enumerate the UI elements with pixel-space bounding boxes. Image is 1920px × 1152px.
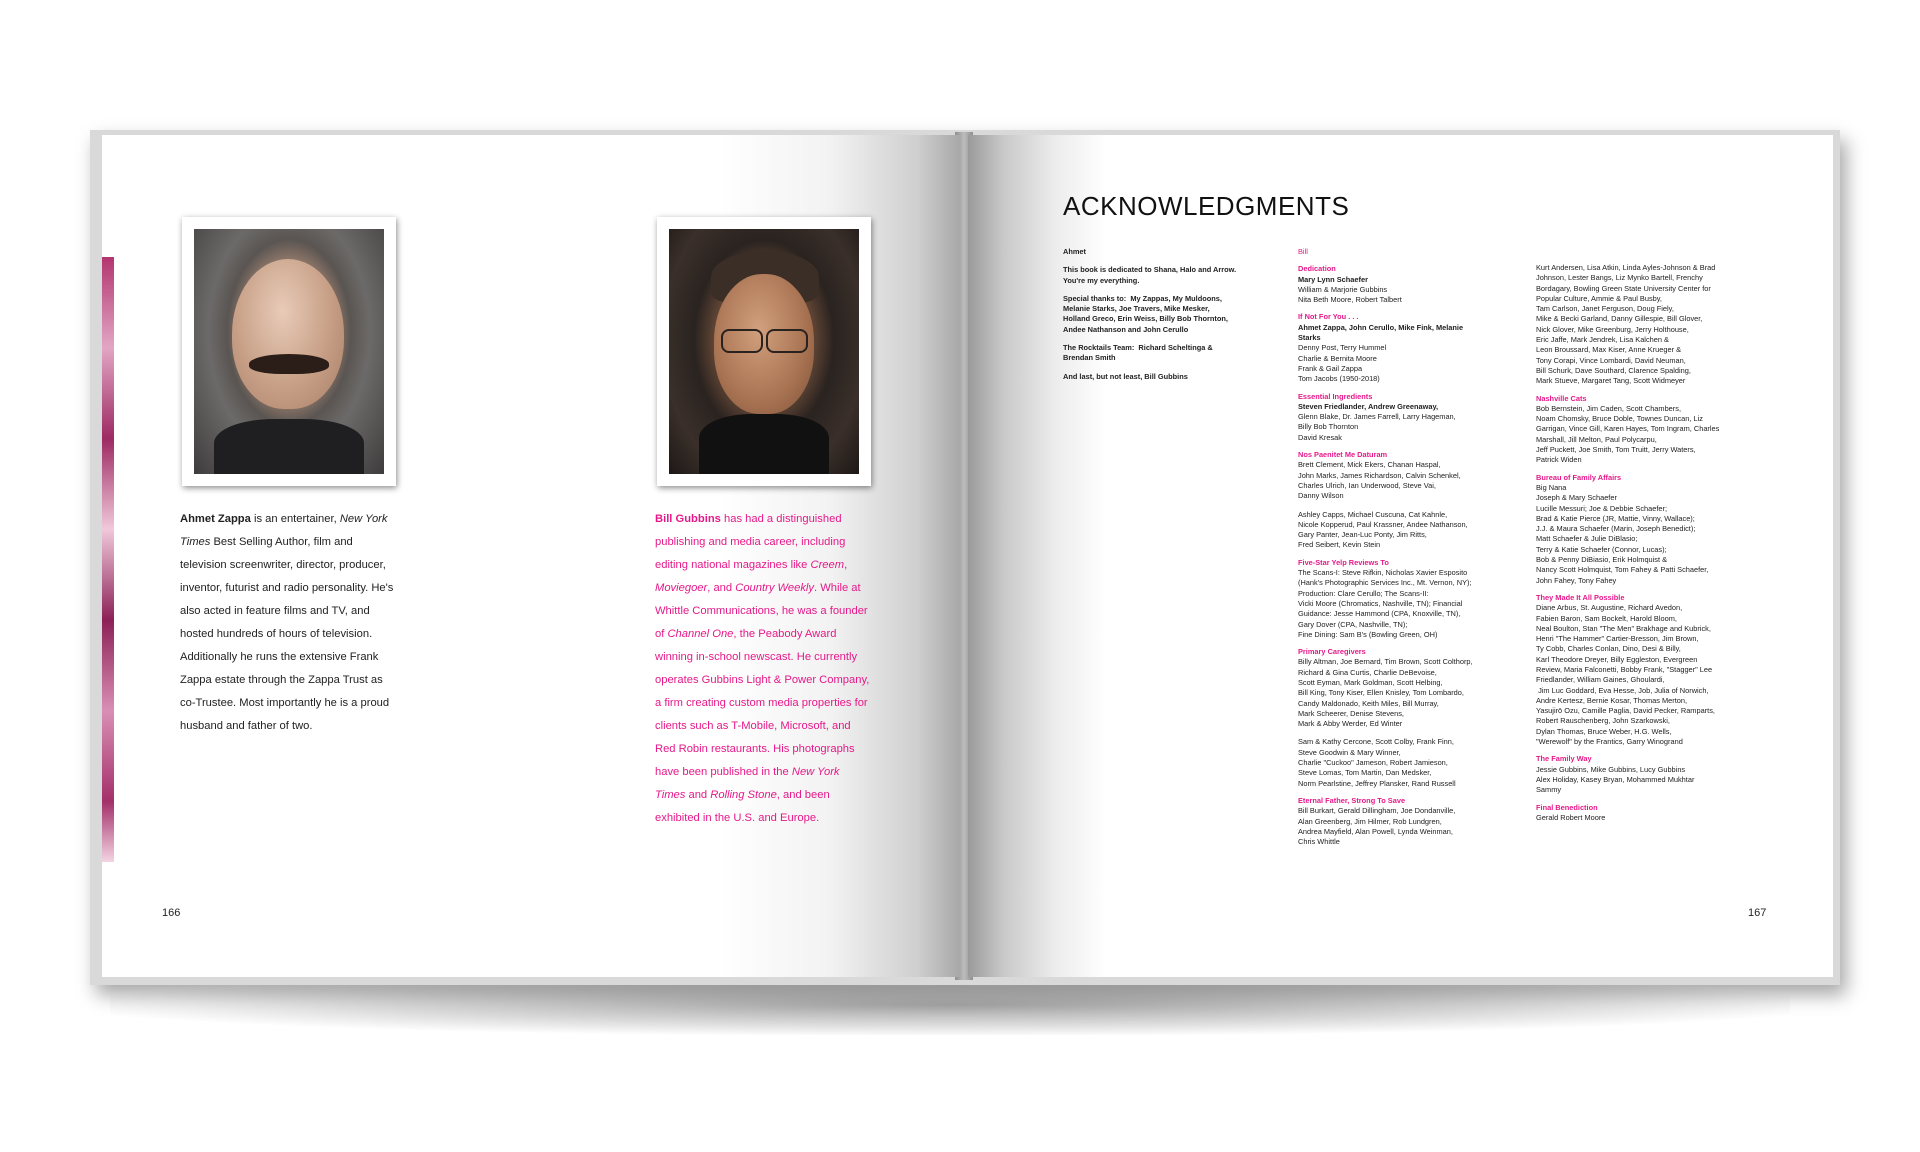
ack-line: Special thanks to: My Zappas, My Muldoons, [1063,293,1222,303]
ack-line: The Scans-I: Steve Rifkin, Nicholas Xavier Esposito [1298,568,1468,578]
bio-italic-text: Moviegoer [655,582,708,594]
line-spacer [1298,502,1523,510]
section-heading: Nashville Cats [1536,393,1587,403]
ack-line: Andee Nathanson and John Cerullo [1063,324,1189,334]
ack-line: The Rocktails Team: Richard Scheltinga & [1063,343,1213,353]
ack-line: Billy Bob Thornton [1298,422,1359,432]
ack-line: Steve Goodwin & Mary Winner, [1298,747,1401,757]
line-spacer [1063,257,1273,265]
ack-line: John Marks, James Richardson, Calvin Schenkel, [1298,470,1461,480]
ack-line: Steve Lomas, Tom Martin, Dan Medsker, [1298,768,1432,778]
ack-line: Ahmet [1063,247,1086,256]
section-heading: Dedication [1298,264,1336,274]
ack-line: Henri "The Hammer" Cartier-Bresson, Jim Brown, [1536,634,1699,644]
ack-line: Patrick Widen [1536,455,1582,465]
bio-italic-text: New York Times [655,766,840,801]
ahmet-photo-frame [182,217,396,486]
bio-text: , and [707,582,736,594]
ack-line: Nita Beth Moore, Robert Talbert [1298,295,1402,305]
ack-line: Terry & Katie Schaefer (Connor, Lucas); [1536,544,1667,554]
ack-line: You're my everything. [1063,275,1140,285]
ack-line: Kurt Andersen, Lisa Atkin, Linda Ayles-Johnson & Brad [1536,263,1716,272]
ack-line: Charlie "Cuckoo" Jameson, Robert Jamieson, [1298,758,1448,768]
ack-line: William & Marjorie Gubbins [1298,284,1388,294]
section-heading: They Made It All Possible [1536,592,1625,602]
section-heading: Five-Star Yelp Reviews To [1298,557,1389,567]
bio-text: . While at Whittle Communications, he was a founder of [655,582,868,640]
bio-text: is an entertainer, [250,513,340,525]
ack-line: Tom Jacobs (1950-2018) [1298,374,1380,384]
ack-line: Fred Seibert, Kevin Stein [1298,540,1381,550]
ack-line: Glenn Blake, Dr. James Farrell, Larry Hageman, [1298,412,1456,422]
ack-line: Diane Arbus, St. Augustine, Richard Avedon, [1536,603,1683,613]
ack-line: Ahmet Zappa, John Cerullo, Mike Fink, Melanie [1298,322,1464,332]
ack-line: Bob Bernstein, Jim Caden, Scott Chambers, [1536,403,1682,413]
ack-line: Joseph & Mary Schaefer [1536,493,1617,503]
ack-line: Charlie & Bernita Moore [1298,353,1377,363]
bill-bio [655,508,870,830]
ack-line: Mary Lynn Schaefer [1298,274,1368,284]
line-spacer [1063,364,1273,372]
bill-photo-frame [657,217,871,486]
ack-line: Mark & Abby Werder, Ed Winter [1298,719,1403,729]
ack-line: Dylan Thomas, Bruce Weber, H.G. Wells, [1536,726,1672,736]
bleed-image-strip [102,257,114,862]
ack-line: Gerald Robert Moore [1536,812,1606,822]
ahmet-name: Ahmet Zappa [180,513,251,525]
ack-line: Johnson, Lester Bangs, Liz Mynko Bartell, Frenchy [1536,273,1703,283]
ack-line: Norm Pearlstine, Jeffrey Plansker, Rand Russell [1298,778,1456,788]
page-number-left: 166 [162,907,181,919]
ack-line: Gary Panter, Jean-Luc Ponty, Jim Ritts, [1298,530,1427,540]
ack-line: Richard & Gina Curtis, Charlie DeBevoise, [1298,667,1437,677]
ack-column-bill-2 [1536,263,1771,823]
ack-line: Karl Theodore Dreyer, Billy Eggleston, Evergreen [1536,654,1698,664]
line-spacer [1298,729,1523,737]
ack-line: Jim Luc Goddard, Eva Hesse, Job, Julia of Norwich, [1536,685,1709,695]
ahmet-portrait-photo [194,229,384,474]
section-heading: Eternal Father, Strong To Save [1298,795,1406,805]
ack-line: And last, but not least, Bill Gubbins [1063,371,1188,381]
line-spacer [1063,286,1273,294]
page-number-right: 167 [1748,907,1767,919]
ack-line: Andrea Mayfield, Alan Powell, Lynda Weinman, [1298,826,1453,836]
bio-text: , and been exhibited in the U.S. and Europe. [655,789,830,824]
ack-line: Friedlander, William Gaines, Ghoulardi, [1536,675,1665,685]
ack-line: Melanie Starks, Joe Travers, Mike Mesker, [1063,304,1210,314]
ack-line: "Werewolf" by the Frantics, Garry Winogrand [1536,737,1683,747]
ack-line: Sammy [1536,785,1562,795]
ack-line: Starks [1298,333,1321,343]
section-heading: Primary Caregivers [1298,647,1366,657]
ack-line: Mark Scheerer, Denise Stevens, [1298,708,1404,718]
ack-line: Frank & Gail Zappa [1298,363,1363,373]
bio-text: , the Peabody Award winning in-school newscast. He currently operates Gubbins Light & Power Company, a firm creating custom media properties for clients such as T-Mobile, Microsoft, and Red Robin restaurants. His photographs have been published in the [655,628,870,778]
left-page [102,135,960,977]
ack-line: Mike & Becki Garland, Danny Gillespie, Bill Glover, [1536,314,1703,324]
ack-line: Ty Cobb, Charles Conlan, Dino, Desi & Billy, [1536,644,1681,654]
ack-line: Denny Post, Terry Hummel [1298,343,1387,353]
ack-line: Fabien Baron, Sam Bockelt, Harold Bloom, [1536,613,1677,623]
ack-line: Nicole Kopperud, Paul Krassner, Andee Nathanson, [1298,519,1468,529]
ack-line: Bordagary, Bowling Green State University Center for [1536,283,1711,293]
ack-line: This book is dedicated to Shana, Halo and Arrow. [1063,265,1237,275]
ack-line: Marshall, Jill Melton, Paul Polycarpu, [1536,434,1657,444]
section-heading: Essential Ingredients [1298,391,1373,401]
bio-italic-text: Creem [810,559,845,571]
ack-line: David Kresak [1298,432,1342,442]
ack-line: Steven Friedlander, Andrew Greenaway, [1298,401,1439,411]
ack-line: Candy Maldonado, Keith Miles, Bill Murray, [1298,698,1439,708]
ack-line: J.J. & Maura Schaefer (Marin, Joseph Benedict); [1536,524,1696,534]
ack-line: Big Nana [1536,482,1567,492]
ack-line: Eric Jaffe, Mark Jendrek, Lisa Kalchen & [1536,335,1669,345]
ack-column-bill-1 [1298,247,1523,847]
bio-italic-text: Country Weekly [735,582,814,594]
section-heading: The Family Way [1536,754,1592,764]
ack-line: Bob & Penny DiBiasio, Erik Holmquist & [1536,555,1668,565]
ack-line: Ashley Capps, Michael Cuscuna, Cat Kahnle, [1298,509,1448,519]
ack-line: Sam & Kathy Cercone, Scott Colby, Frank Finn, [1298,737,1454,747]
ack-line: Brett Clement, Mick Ekers, Chanan Haspal, [1298,460,1441,470]
ack-line: Tam Carlson, Janet Ferguson, Doug Fiely, [1536,304,1674,314]
ack-line: Nancy Scott Holmquist, Tom Fahey & Patti Schaefer, [1536,565,1709,575]
ack-line: John Fahey, Tony Fahey [1536,575,1617,585]
bill-name: Bill Gubbins [655,513,721,525]
bio-italic-text: New York Times [180,513,388,548]
bio-text: has had a distinguished publishing and media career, including editing national magazines like [655,513,846,571]
ack-line: Billy Altman, Joe Bernard, Tim Brown, Scott Colthorp, [1298,657,1473,667]
bio-italic-text: Channel One [667,628,734,640]
ack-line: Noam Chomsky, Bruce Doble, Townes Duncan, Liz [1536,414,1703,424]
ahmet-bio [180,508,395,738]
ack-line: Leon Broussard, Max Kiser, Anne Krueger & [1536,345,1682,355]
ack-line: Bill [1298,247,1308,256]
ack-line: Robert Rauschenberg, John Szarkowski, [1536,716,1670,726]
bio-text: and [685,789,711,801]
right-page [968,135,1833,977]
ack-line: Alan Greenberg, Jim Hilmer, Rob Lundgren, [1298,816,1442,826]
bio-text: , [844,559,848,571]
ack-line: Guidance: Jesse Hammond (CPA, Knoxville, TN), [1298,609,1461,619]
ack-line: Jessie Gubbins, Mike Gubbins, Lucy Gubbins [1536,764,1686,774]
ack-line: Yasujirō Ozu, Camille Paglia, David Pecker, Ramparts, [1536,706,1715,716]
section-heading: Bureau of Family Affairs [1536,472,1622,482]
section-heading: If Not For You . . . [1298,312,1359,322]
ack-line: Mark Stueve, Margaret Tang, Scott Widmeyer [1536,376,1686,386]
ack-line: Review, Maria Falconetti, Bobby Frank, "Stagger" Lee [1536,664,1713,674]
bio-italic-text: Rolling Stone [710,789,777,801]
ack-line: Brendan Smith [1063,353,1116,363]
ack-column-ahmet [1063,247,1273,382]
ack-line: Vicki Moore (Chromatics, Nashville, TN); Financial [1298,598,1463,608]
line-spacer [1063,335,1273,343]
ack-line: Lucille Messuri; Joe & Debbie Schaefer; [1536,503,1668,513]
ack-line: Matt Schaefer & Julie DiBlasio; [1536,534,1638,544]
ack-line: Bill Schurk, Dave Southard, Clarence Spalding, [1536,365,1691,375]
ack-line: Andre Kertesz, Bernie Kosar, Thomas Merton, [1536,695,1688,705]
ack-line: Tony Corapi, Vince Lombardi, David Neuman, [1536,355,1686,365]
section-heading: Final Benediction [1536,802,1598,812]
ack-line: Bill King, Tony Kiser, Ellen Knisley, Tom Lombardo, [1298,688,1464,698]
ack-line: Scott Eyman, Mark Goldman, Scott Helbing, [1298,677,1443,687]
ack-line: Holland Greco, Erin Weiss, Billy Bob Thornton, [1063,314,1228,324]
section-heading: Nos Paenitet Me Daturam [1298,450,1388,460]
ack-line: Jeff Puckett, Joe Smith, Tom Truitt, Jerry Waters, [1536,445,1696,455]
ack-line: Neal Boulton, Stan "The Men" Brakhage and Kubrick, [1536,623,1711,633]
ack-line: Nick Glover, Mike Greenburg, Jerry Holthouse, [1536,324,1689,334]
bio-text: Best Selling Author, film and television screenwriter, director, producer, inventor, futurist and radio personality. He's also acted in feature films and TV, and hosted hundreds of hours of television. Additionally he runs the extensive Frank Zappa estate through the Zappa Trust as co-Trustee. Most importantly he is a proud husband and father of two. [180,536,394,732]
ack-line: Production: Clare Cerullo; The Scans-II: [1298,588,1429,598]
ack-line: (Hank's Photographic Services Inc., Mt. Vernon, NY); [1298,578,1472,588]
ack-line: Danny Wilson [1298,491,1344,501]
ack-line: Charles Ulrich, Ian Underwood, Steve Vai, [1298,480,1436,490]
ack-line: Gary Dover (CPA, Nashville, TN); [1298,619,1408,629]
ack-line: Garrigan, Vince Gill, Karen Hayes, Tom Ingram, Charles [1536,424,1720,434]
acknowledgments-title: ACKNOWLEDGMENTS [1063,191,1350,221]
bill-portrait-photo [669,229,859,474]
ack-line: Chris Whittle [1298,837,1340,847]
ack-line: Brad & Katie Pierce (JR, Mattie, Vinny, Wallace); [1536,513,1695,523]
ack-line: Bill Burkart, Gerald Dillingham, Joe Dondanville, [1298,806,1456,816]
ack-line: Alex Holiday, Kasey Bryan, Mohammed Mukhtar [1536,774,1695,784]
ack-line: Fine Dining: Sam B's (Bowling Green, OH) [1298,629,1438,639]
ack-line: Popular Culture, Ammie & Paul Busby, [1536,293,1662,303]
